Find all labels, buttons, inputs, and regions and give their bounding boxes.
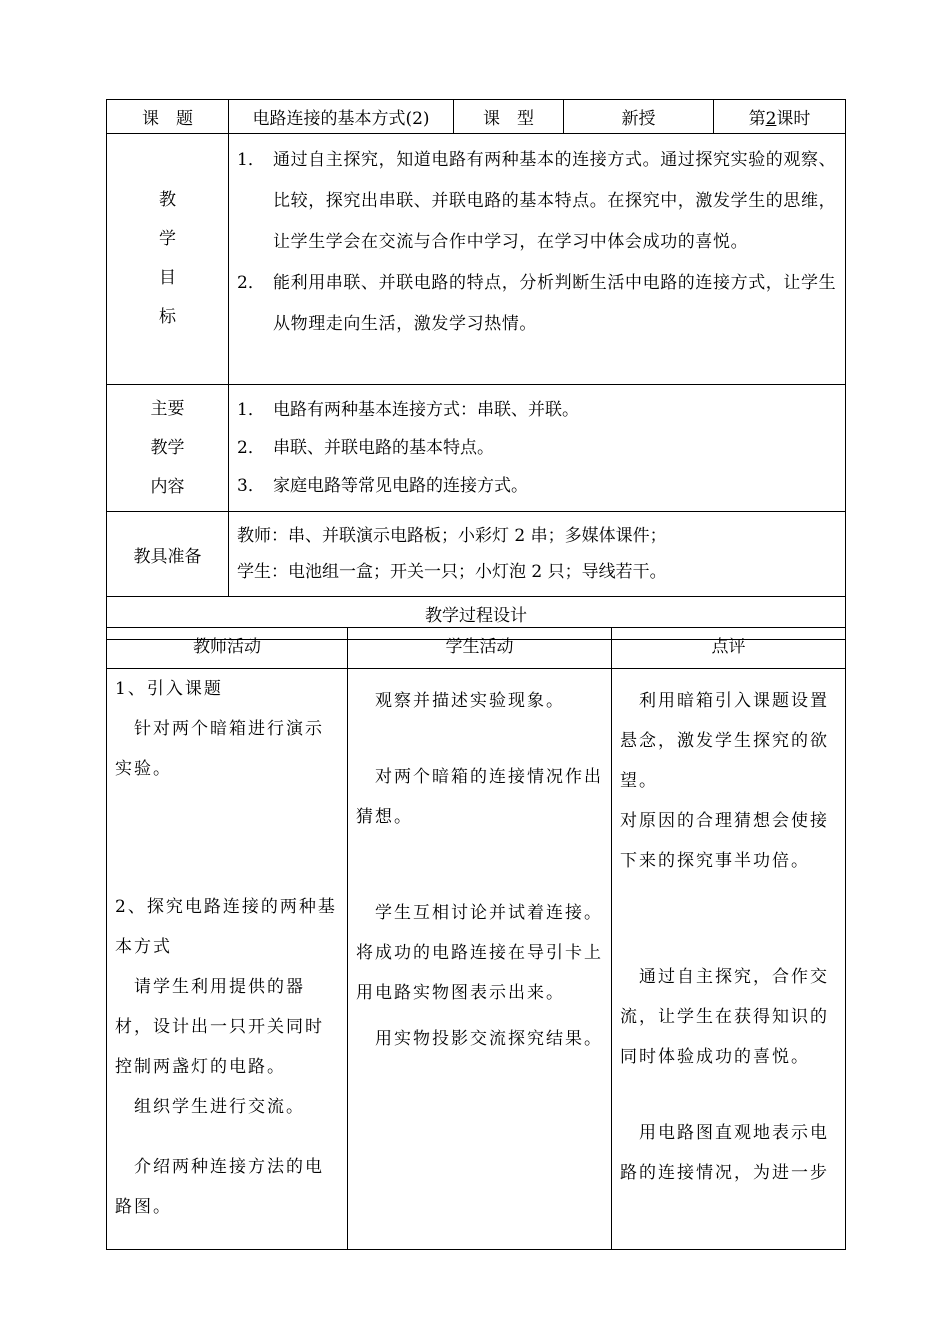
tools-label: 教具准备 bbox=[107, 512, 229, 597]
topic-value: 电路连接的基本方式(2) bbox=[229, 100, 454, 134]
content-item bbox=[237, 391, 837, 429]
type-value: 新授 bbox=[564, 100, 714, 134]
teacher-activity-text: 介绍两种连接方法的电路图。 bbox=[115, 1157, 324, 1217]
period-number: 2 bbox=[765, 109, 777, 129]
column-header-student: 学生活动 bbox=[348, 628, 612, 669]
objectives-label-char: 目 bbox=[159, 268, 176, 288]
tools-teacher: 教师：串、并联演示电路板；小彩灯 2 串；多媒体课件； bbox=[237, 526, 667, 546]
student-activity-cell bbox=[348, 669, 612, 1250]
student-activity-text: 用实物投影交流探究结果。 bbox=[356, 1029, 603, 1049]
content-number: 1． bbox=[237, 400, 265, 420]
objectives-row bbox=[107, 134, 846, 385]
comment-text: 用电路图直观地表示电路的连接情况，为进一步 bbox=[620, 1123, 829, 1183]
main-content-row bbox=[107, 385, 846, 512]
comment-text: 对原因的合理猜想会使接下来的探究事半功倍。 bbox=[620, 811, 829, 871]
main-content-list bbox=[229, 385, 846, 512]
period-cell bbox=[714, 100, 846, 134]
content-number: 3． bbox=[237, 476, 265, 496]
main-content-label bbox=[107, 385, 229, 512]
teacher-activity-text: 组织学生进行交流。 bbox=[115, 1097, 305, 1117]
objective-item bbox=[237, 140, 837, 263]
comment-cell bbox=[612, 669, 846, 1250]
tools-row bbox=[107, 512, 846, 597]
teacher-activity-text: 针对两个暗箱进行演示实验。 bbox=[115, 719, 324, 779]
content-text: 串联、并联电路的基本特点。 bbox=[273, 438, 494, 458]
student-activity-text: 对两个暗箱的连接情况作出猜想。 bbox=[356, 767, 603, 827]
objectives-label-char: 学 bbox=[159, 229, 176, 249]
comment-text: 利用暗箱引入课题设置悬念，激发学生探究的欲望。 bbox=[620, 691, 829, 791]
student-activity-text: 观察并描述实验现象。 bbox=[356, 691, 565, 711]
content-text: 电路有两种基本连接方式：串联、并联。 bbox=[273, 400, 579, 420]
tools-content bbox=[229, 512, 846, 597]
period-suffix: 课时 bbox=[776, 109, 811, 129]
main-content-label-line: 内容 bbox=[150, 476, 185, 497]
objectives-content bbox=[229, 134, 846, 385]
header-row bbox=[107, 100, 846, 134]
objectives-label-char: 标 bbox=[159, 307, 176, 327]
period-prefix: 第 bbox=[748, 109, 766, 129]
objectives-label-char: 教 bbox=[159, 190, 176, 210]
main-content-label-line: 教学 bbox=[150, 437, 185, 458]
objective-number: 1． bbox=[237, 150, 265, 170]
comment-text: 通过自主探究，合作交流，让学生在获得知识的同时体验成功的喜悦。 bbox=[620, 967, 829, 1067]
content-item bbox=[237, 467, 837, 505]
process-title: 教学过程设计 bbox=[107, 597, 846, 640]
objective-item bbox=[237, 263, 837, 345]
content-text: 家庭电路等常见电路的连接方式。 bbox=[273, 476, 528, 496]
teacher-step-title: 2、探究电路连接的两种基本方式 bbox=[115, 897, 337, 957]
lesson-info-table bbox=[106, 99, 846, 640]
process-table bbox=[106, 627, 846, 1250]
process-body-row bbox=[107, 669, 846, 1250]
process-column-headers bbox=[107, 628, 846, 669]
main-content-label-line: 主要 bbox=[150, 398, 185, 419]
content-number: 2． bbox=[237, 438, 265, 458]
teacher-activity-text: 请学生利用提供的器材，设计出一只开关同时控制两盏灯的电路。 bbox=[115, 977, 324, 1077]
objective-text: 能利用串联、并联电路的特点，分析判断生活中电路的连接方式，让学生从物理走向生活，激发学习热情。 bbox=[273, 273, 837, 334]
content-item bbox=[237, 429, 837, 467]
teacher-step-title: 1、引入课题 bbox=[115, 679, 223, 699]
objective-number: 2． bbox=[237, 273, 265, 293]
objectives-label bbox=[107, 134, 229, 385]
topic-label: 课 题 bbox=[107, 100, 229, 134]
tools-student: 学生：电池组一盒；开关一只；小灯泡 2 只；导线若干。 bbox=[237, 562, 667, 582]
type-label: 课 型 bbox=[454, 100, 564, 134]
column-header-comment: 点评 bbox=[612, 628, 846, 669]
column-header-teacher: 教师活动 bbox=[107, 628, 348, 669]
student-activity-text: 学生互相讨论并试着连接。将成功的电路连接在导引卡上用电路实物图表示出来。 bbox=[356, 903, 603, 1003]
objective-text: 通过自主探究，知道电路有两种基本的连接方式。通过探究实验的观察、比较，探究出串联、并联电路的基本特点。在探究中，激发学生的思维，让学生学会在交流与合作中学习，在学习中体会成功的喜悦。 bbox=[273, 150, 837, 252]
teacher-activity-cell bbox=[107, 669, 348, 1250]
